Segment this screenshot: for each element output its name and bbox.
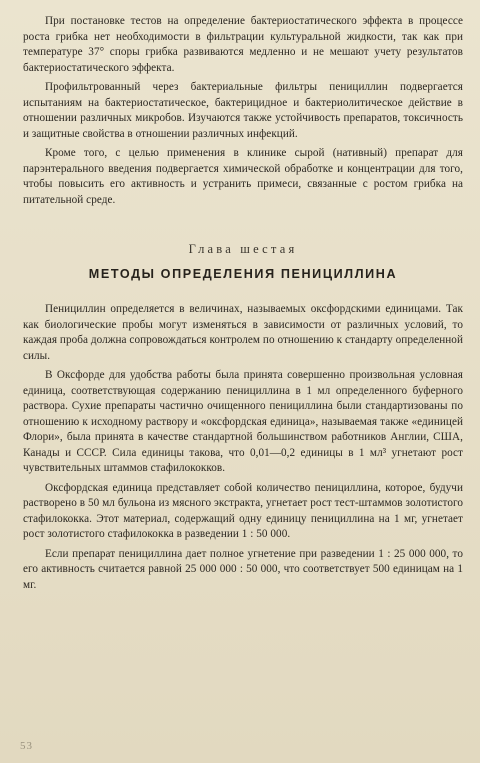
paragraph-oxford-unit-definition: Оксфордская единица представляет собой количество пенициллина, которое, будучи растворено в 50 мл бульона из мясного экстракта, угнетает рост тест-штаммов золотистого стафилококка. Этот материал, содержащий одну единицу пенициллина на 1 мг, угнетает рост золотистого стафилококка в разведении 1 : 50 000. — [23, 481, 463, 540]
page-number: 53 — [20, 740, 33, 752]
paragraph-filtered-penicillin: Профильтрованный через бактериальные фильтры пенициллин подвергается испытаниям на бактериостатическое, бактерицидное и бактериолитическое действие в отношении различных микробов. Изучаются также устойчивость препаратов, токсичность и защитные свойства в отношении различных инфекций. — [23, 81, 463, 140]
paragraph-oxford-standard: В Оксфорде для удобства работы была принята совершенно произвольная условная единица, соответствующая содержанию пенициллина в 1 мл определенного буферного раствора. Сухие препараты частично очищенного пенициллина были стандартизованы по отношению к исходному раствору и «оксфордская единица», называемая также «единицей Флори», была принята в качестве стандартной большинством работников Англии, США, Канады и СССР. Сила единицы такова, что 0,01—0,2 единицы в 1 мл³ угнетают рост чувствительных штаммов стафилококков. — [23, 369, 463, 474]
paragraph-bacteriostatic-test: При постановке тестов на определение бактериостатического эффекта в процессе роста грибка нет необходимости в фильтрации культуральной жидкости, так как при температуре 37° споры грибка развиваются медленно и не мешают учету результатов бактериостатического эффекта. — [23, 15, 463, 74]
paragraph-activity-calculation: Если препарат пенициллина дает полное угнетение при разведении 1 : 25 000 000, то его активность считается равной 25 000 000 : 50 000, что соответствует 500 единицам на 1 мг. — [23, 547, 463, 591]
chapter-title: МЕТОДЫ ОПРЕДЕЛЕНИЯ ПЕНИЦИЛЛИНА — [88, 267, 398, 281]
chapter-label: Глава шестая — [188, 242, 298, 256]
paragraph-oxford-units: Пенициллин определяется в величинах, называемых оксфордскими единицами. Так как биологические пробы могут изменяться в зависимости от различных условий, то каждая проба должна сопровождаться контролем по отношению к стандарту определенной силы. — [23, 303, 463, 362]
paragraph-native-preparation: Кроме того, с целью применения в клинике сырой (нативный) препарат для парэнтерального введения подвергается химической обработке и концентрации для того, чтобы повысить его активность и устранить примеси, связанные с ростом грибка на питательной среде. — [23, 147, 463, 206]
